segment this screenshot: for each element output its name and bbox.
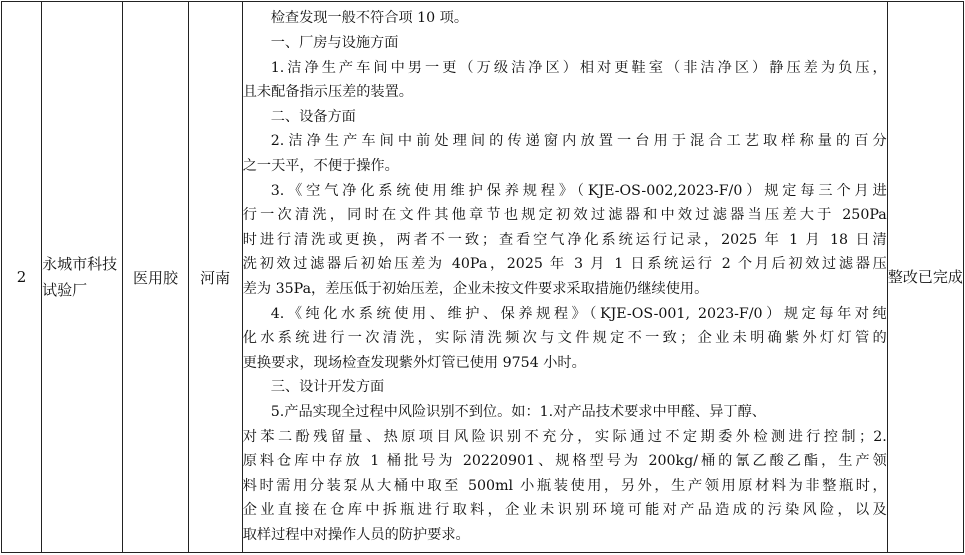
finding-line: 之一天平，不便于操作。	[242, 158, 399, 175]
finding-line: 一、厂房与设施方面	[270, 35, 399, 52]
finding-line: 4.《纯化水系统使用、维护、保养规程》（KJE-OS-001, 2023-F/0）规定每年对纯	[270, 305, 887, 322]
finding-line: 2.洁净生产车间中前处理间的传递窗内放置一台用于混合工艺取样称量的百分	[270, 133, 887, 150]
product-type: 医用胶	[132, 268, 178, 287]
finding-line: 料时需用分装泵从大桶中取至 500ml 小瓶装使用，另外，生产领用原材料为非整瓶时，	[242, 477, 887, 494]
finding-line: 对苯二酚残留量、热原项目风险识别不充分，实际通过不定期委外检测进行控制；2.	[242, 428, 887, 445]
product-type-cell	[123, 2, 188, 553]
status-cell	[887, 2, 963, 553]
enterprise-cell	[42, 2, 123, 553]
finding-line: 洗初效过滤器后初始压差为 40Pa，2025 年 3 月 1 日系统运行 2 个月后初效过滤器压	[242, 256, 887, 273]
finding-line: 原料仓库中存放 1 桶批号为 20220901、规格型号为 200kg/桶的氰乙酸乙酯，生产领	[242, 453, 887, 470]
finding-line: 化水系统进行一次清洗，实际清洗频次与文件规定不一致；企业未明确紫外灯灯管的	[242, 330, 887, 347]
findings-cell	[242, 2, 887, 553]
finding-line: 检查发现一般不符合项 10 项。	[270, 10, 469, 27]
finding-line: 更换要求，现场检查发现紫外灯管已使用 9754 小时。	[242, 354, 586, 371]
finding-line: 时进行清洗或更换，两者不一致；查看空气净化系统运行记录，2025 年 1 月 18 日清	[242, 231, 887, 248]
row-number-cell	[2, 2, 42, 553]
finding-line: 3.《空气净化系统使用维护保养规程》（KJE-OS-002,2023-F/0）规定每三个月进	[270, 182, 887, 199]
province: 河南	[200, 268, 231, 287]
findings-text	[243, 6, 887, 547]
finding-line: 取样过程中对操作人员的防护要求。	[242, 526, 470, 543]
finding-line: 三、设计开发方面	[270, 379, 385, 396]
finding-line: 1.洁净生产车间中男一更（万级洁净区）相对更鞋室（非洁净区）静压差为负压，	[270, 59, 887, 76]
enterprise-name: 永城市科技试验厂	[42, 255, 118, 299]
finding-line: 行一次清洗，同时在文件其他章节也规定初效过滤器和中效过滤器当压差大于 250Pa	[242, 207, 887, 224]
finding-line: 差为 35Pa，差压低于初始压差，企业未按文件要求采取措施仍继续使用。	[242, 281, 709, 297]
table-row	[2, 2, 964, 553]
row-number: 2	[16, 268, 27, 286]
finding-line: 且未配备指示压差的装置。	[242, 84, 413, 101]
finding-line: 二、设备方面	[270, 108, 356, 125]
rectification-status: 整改已完成	[887, 268, 963, 286]
inspection-table	[1, 1, 964, 553]
province-cell	[188, 2, 242, 553]
finding-line: 企业直接在仓库中拆瓶进行取料，企业未识别环境可能对产品造成的污染风险，以及	[242, 502, 887, 519]
finding-line: 5.产品实现全过程中风险识别不到位。如：1.对产品技术要求中甲醛、异丁醇、	[270, 403, 766, 420]
